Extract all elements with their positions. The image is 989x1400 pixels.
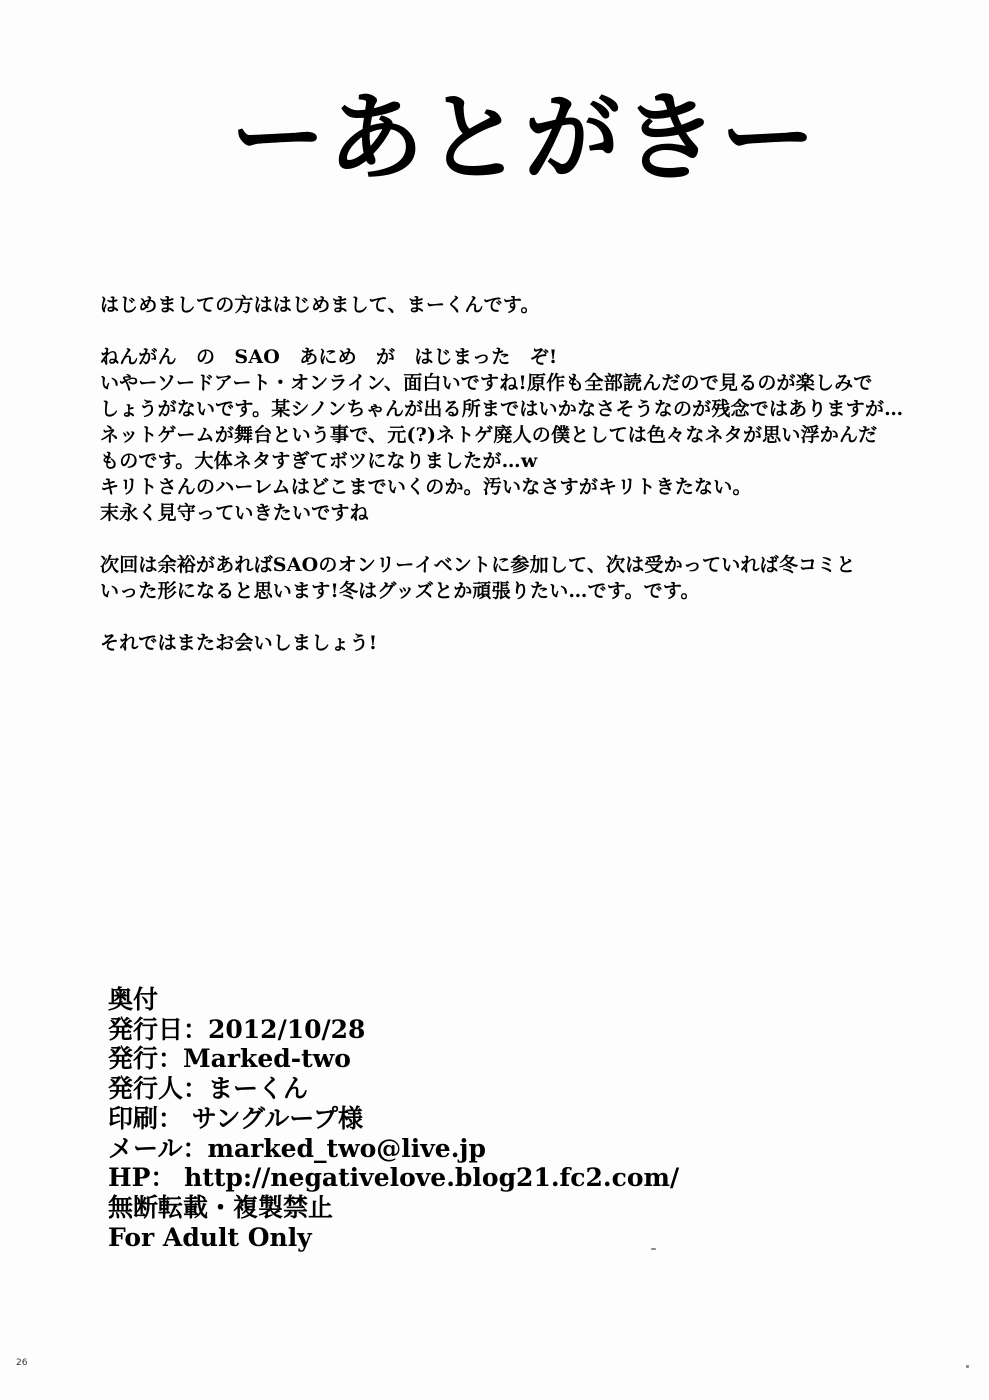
- colophon-heading: 奥付: [108, 985, 159, 1014]
- text-line: いやーソードアート・オンライン、面白いですね!原作も全部読んだので見るのが楽しみで: [100, 372, 873, 394]
- publisher: 発行：Marked-two: [108, 1044, 351, 1074]
- homepage: HP： http://negativelove.blog21.fc2.com/: [108, 1163, 680, 1193]
- afterword-title: ーあとがきー: [230, 82, 818, 194]
- text-line: はじめましての方ははじめまして、まーくんです。: [100, 294, 540, 316]
- text-line: いった形になると思います!冬はグッズとか頑張りたい…です。です。: [100, 580, 700, 602]
- text-line: 次回は余裕があればSAOのオンリーイベントに参加して、次は受かっていれば冬コミと: [100, 554, 856, 576]
- text-line: ねんがん の SAO あにめ が はじまった ぞ!: [100, 346, 558, 368]
- reproduction-notice: 無断転載・複製禁止: [108, 1192, 334, 1222]
- text-line: 末永く見守っていきたいですね: [100, 502, 369, 524]
- page-number: 26: [16, 1358, 28, 1368]
- paragraph-greeting: [100, 292, 900, 318]
- afterword-body: [100, 292, 904, 682]
- text-line: しょうがないです。某シノンちゃんが出る所まではいかなさそうなのが残念ではありますが…: [100, 398, 904, 420]
- text-line: ものです。大体ネタすぎてボツになりましたが…w: [100, 450, 538, 472]
- rating-notice: For Adult Only: [108, 1222, 312, 1252]
- text-line: ネットゲームが舞台という事で、元(?)ネトゲ廃人の僕としては色々なネタが思い浮かんだ: [100, 424, 878, 446]
- scan-speck: [651, 1248, 656, 1250]
- printer: 印刷： サングループ様: [108, 1103, 363, 1133]
- scan-speck: [966, 1365, 969, 1368]
- issue-date: 発行日：2012/10/28: [108, 1014, 366, 1044]
- colophon: [108, 985, 808, 1252]
- paragraph-next-event: [100, 552, 900, 604]
- text-line: キリトさんのハーレムはどこまでいくのか。汚いなさすがキリトきたない。: [100, 476, 752, 498]
- paragraph-sao-anime: [100, 344, 904, 526]
- text-line: それではまたお会いしましょう!: [100, 632, 378, 654]
- paragraph-closing: [100, 630, 900, 656]
- email: メール：marked_two@live.jp: [108, 1133, 486, 1163]
- issuer: 発行人：まーくん: [108, 1074, 309, 1104]
